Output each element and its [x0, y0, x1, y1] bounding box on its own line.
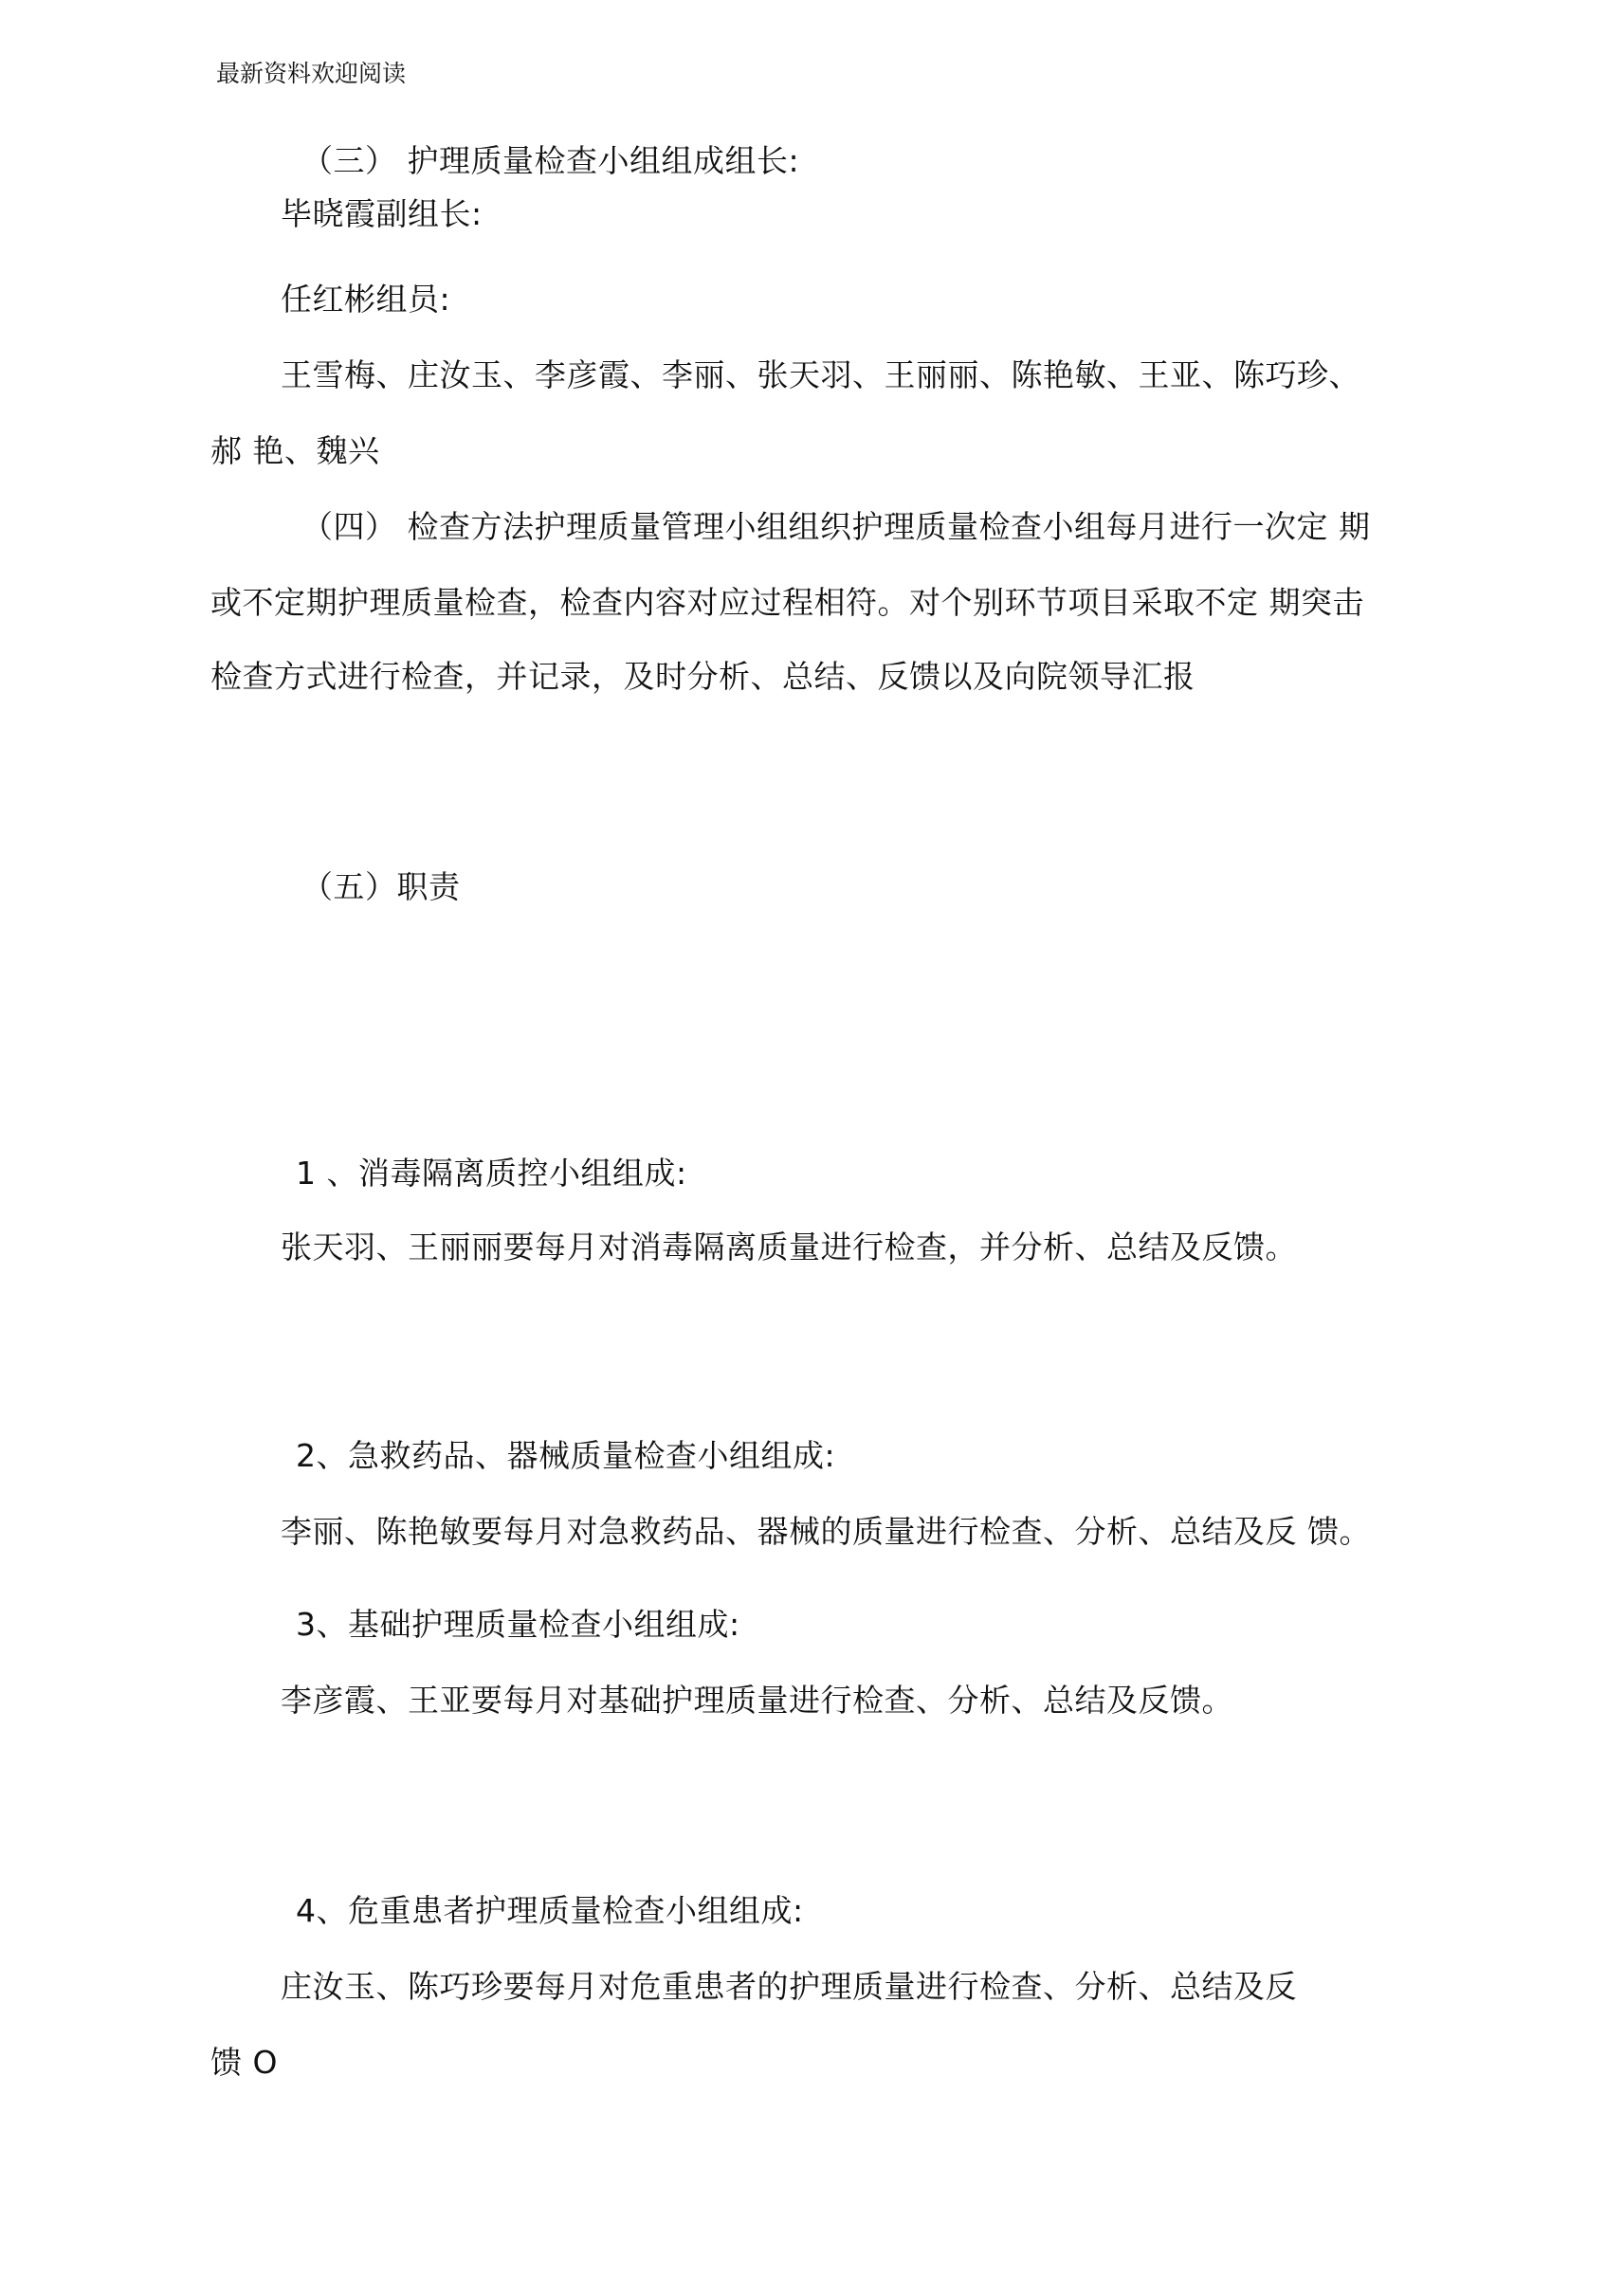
paragraph-line: 检查方式进行检查，并记录，及时分析、总结、反馈以及向院领导汇报 — [210, 658, 1195, 695]
paragraph-line: 庄汝玉、陈巧珍要每月对危重患者的护理质量进行检查、分析、总结及反 — [281, 1968, 1297, 2005]
paragraph-line: 张天羽、王丽丽要每月对消毒隔离质量进行检查，并分析、总结及反馈。 — [281, 1229, 1297, 1265]
page-header: 最新资料欢迎阅读 — [216, 60, 407, 87]
list-item-heading: 2、急救药品、器械质量检查小组组成: — [296, 1437, 836, 1474]
section-heading: （五）职责 — [301, 868, 461, 905]
paragraph-line: 馈 O — [210, 2044, 278, 2081]
paragraph-line: 或不定期护理质量检查，检查内容对应过程相符。对个别环节项目采取不定 期突击 — [210, 584, 1364, 621]
paragraph-line: 郝 艳、魏兴 — [210, 432, 380, 469]
list-item-heading: 4、危重患者护理质量检查小组组成: — [296, 1892, 804, 1929]
paragraph-line: 李丽、陈艳敏要每月对急救药品、器械的质量进行检查、分析、总结及反 馈。 — [281, 1513, 1371, 1550]
list-item-heading: 3、基础护理质量检查小组组成: — [296, 1606, 740, 1643]
list-item-heading: 1 、消毒隔离质控小组组成: — [296, 1155, 687, 1192]
paragraph-line: （四） 检查方法护理质量管理小组组织护理质量检查小组每月进行一次定 期 — [301, 508, 1371, 545]
paragraph-line: 毕晓霞副组长: — [281, 195, 483, 232]
paragraph-line: 李彦霞、王亚要每月对基础护理质量进行检查、分析、总结及反馈。 — [281, 1682, 1233, 1719]
paragraph-line: 任红彬组员: — [281, 281, 451, 318]
paragraph-line: （三） 护理质量检查小组组成组长: — [301, 142, 800, 179]
paragraph-line: 王雪梅、庄汝玉、李彦霞、李丽、张天羽、王丽丽、陈艳敏、王亚、陈巧珍、 — [281, 356, 1360, 393]
